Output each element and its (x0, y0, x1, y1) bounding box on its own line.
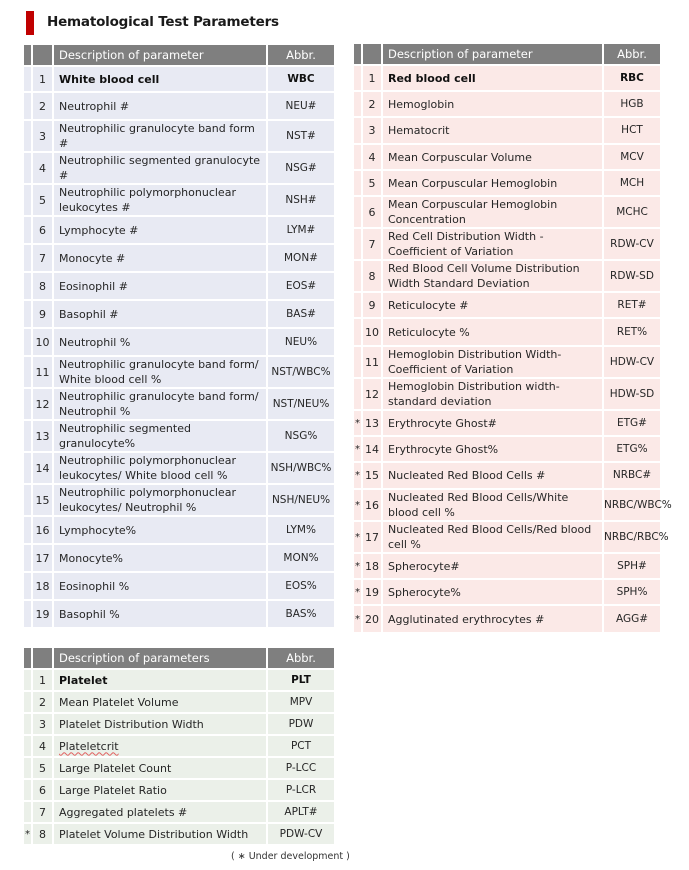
rbc-parameter-table (354, 44, 672, 634)
table-row (354, 522, 660, 554)
parameter-description: Monocyte # (54, 245, 268, 273)
row-number: 8 (363, 261, 383, 293)
marker-column-header (24, 45, 33, 67)
number-column-header (33, 45, 54, 67)
row-marker (24, 185, 33, 217)
parameter-abbreviation: AGG# (604, 606, 660, 634)
row-marker (24, 453, 33, 485)
parameter-abbreviation: RET% (604, 319, 660, 347)
table-row (24, 245, 334, 273)
parameter-abbreviation: NST/WBC% (268, 357, 334, 389)
table-row (24, 573, 334, 601)
parameter-abbreviation: RET# (604, 293, 660, 319)
row-marker: * (354, 580, 363, 606)
row-marker (354, 229, 363, 261)
parameter-abbreviation: P-LCR (268, 780, 334, 802)
row-number: 16 (363, 490, 383, 522)
table-row (24, 714, 334, 736)
description-column-header: Description of parameter (383, 44, 604, 66)
row-number: 17 (363, 522, 383, 554)
row-number: 2 (33, 692, 54, 714)
parameter-abbreviation: SPH# (604, 554, 660, 580)
row-marker: * (354, 411, 363, 437)
table-row (354, 118, 660, 145)
parameter-abbreviation: ETG% (604, 437, 660, 463)
parameter-abbreviation: NST/NEU% (268, 389, 334, 421)
abbr-column-header: Abbr. (604, 44, 660, 66)
row-number: 19 (363, 580, 383, 606)
row-number: 5 (33, 758, 54, 780)
row-marker (24, 601, 33, 629)
row-number: 4 (363, 145, 383, 171)
parameter-abbreviation: PLT (268, 670, 334, 692)
row-marker (24, 758, 33, 780)
parameter-description: Mean Corpuscular Hemoglobin (383, 171, 604, 197)
row-number: 7 (33, 245, 54, 273)
table-row (354, 261, 660, 293)
spellcheck-flagged-text: Plateletcrit (59, 739, 119, 753)
parameter-abbreviation: NSH/WBC% (268, 453, 334, 485)
row-marker (24, 714, 33, 736)
row-number: 19 (33, 601, 54, 629)
row-marker (24, 121, 33, 153)
table-row (24, 67, 334, 93)
under-development-footnote: ( ∗ Under development ) (231, 851, 350, 862)
row-number: 9 (33, 301, 54, 329)
parameter-abbreviation: BAS% (268, 601, 334, 629)
marker-column-header (354, 44, 363, 66)
parameter-abbreviation: PDW-CV (268, 824, 334, 846)
table-row (354, 293, 660, 319)
parameter-description: Red Blood Cell Volume Distribution Width Standard Deviation (383, 261, 604, 293)
parameter-description: Nucleated Red Blood Cells # (383, 463, 604, 490)
parameter-description: Agglutinated erythrocytes # (383, 606, 604, 634)
row-marker (24, 93, 33, 121)
parameter-abbreviation: NRBC# (604, 463, 660, 490)
parameter-abbreviation: NSG% (268, 421, 334, 453)
row-marker (24, 67, 33, 93)
row-marker (24, 421, 33, 453)
table-row (354, 171, 660, 197)
parameter-description: Hematocrit (383, 118, 604, 145)
row-number: 5 (33, 185, 54, 217)
parameter-description: Reticulocyte % (383, 319, 604, 347)
row-marker (24, 273, 33, 301)
row-marker: * (354, 490, 363, 522)
page-title: Hematological Test Parameters (47, 14, 279, 30)
row-number: 4 (33, 153, 54, 185)
parameter-abbreviation: BAS# (268, 301, 334, 329)
parameter-description: Red blood cell (383, 66, 604, 92)
row-marker (24, 802, 33, 824)
abbr-column-header: Abbr. (268, 648, 334, 670)
row-marker (354, 261, 363, 293)
row-marker (24, 780, 33, 802)
parameter-abbreviation: EOS% (268, 573, 334, 601)
row-number: 1 (33, 670, 54, 692)
parameter-description: Neutrophilic segmented granulocyte # (54, 153, 268, 185)
row-marker (24, 736, 33, 758)
parameter-abbreviation: MPV (268, 692, 334, 714)
parameter-description: Neutrophilic segmented granulocyte% (54, 421, 268, 453)
parameter-abbreviation: NRBC/WBC% (604, 490, 660, 522)
table-row (24, 357, 334, 389)
row-number: 15 (33, 485, 54, 517)
table-header-row (354, 44, 660, 66)
table-row (354, 347, 660, 379)
parameter-abbreviation: ETG# (604, 411, 660, 437)
parameter-description: Reticulocyte # (383, 293, 604, 319)
parameter-abbreviation: HDW-CV (604, 347, 660, 379)
row-marker (354, 347, 363, 379)
parameter-abbreviation: P-LCC (268, 758, 334, 780)
table-row (24, 301, 334, 329)
row-marker (354, 66, 363, 92)
row-number: 18 (363, 554, 383, 580)
parameter-abbreviation: LYM% (268, 517, 334, 545)
row-number: 3 (363, 118, 383, 145)
parameter-description: Platelet (54, 670, 268, 692)
parameter-description: Large Platelet Ratio (54, 780, 268, 802)
parameter-description: Nucleated Red Blood Cells/Red blood cell % (383, 522, 604, 554)
table-row (24, 601, 334, 629)
parameter-description: Red Cell Distribution Width - Coefficient of Variation (383, 229, 604, 261)
row-number: 1 (33, 67, 54, 93)
parameter-abbreviation: APLT# (268, 802, 334, 824)
parameter-abbreviation: SPH% (604, 580, 660, 606)
table-row (24, 824, 334, 846)
row-number: 17 (33, 545, 54, 573)
parameter-abbreviation: HGB (604, 92, 660, 118)
row-number: 13 (363, 411, 383, 437)
table-row (24, 329, 334, 357)
parameter-description: Aggregated platelets # (54, 802, 268, 824)
table-row (354, 379, 660, 411)
row-marker (24, 329, 33, 357)
parameter-abbreviation: HCT (604, 118, 660, 145)
row-number: 2 (363, 92, 383, 118)
table-row (354, 66, 660, 92)
row-marker (24, 153, 33, 185)
row-number: 20 (363, 606, 383, 634)
title-accent-bar (26, 11, 34, 35)
table-row (24, 670, 334, 692)
parameter-abbreviation: RBC (604, 66, 660, 92)
row-marker: * (354, 463, 363, 490)
parameter-abbreviation: LYM# (268, 217, 334, 245)
row-number: 11 (33, 357, 54, 389)
row-marker (354, 379, 363, 411)
parameter-description: Neutrophilic polymorphonuclear leukocytes/ White blood cell % (54, 453, 268, 485)
platelet-parameter-table (24, 648, 334, 846)
row-marker (354, 293, 363, 319)
parameter-description: Nucleated Red Blood Cells/White blood cell % (383, 490, 604, 522)
parameter-description: Basophil % (54, 601, 268, 629)
number-column-header (363, 44, 383, 66)
table-row (24, 185, 334, 217)
table-row (354, 145, 660, 171)
parameter-description: Mean Corpuscular Hemoglobin Concentration (383, 197, 604, 229)
row-marker (354, 171, 363, 197)
table-row (354, 463, 660, 490)
parameter-abbreviation: NRBC/RBC% (604, 522, 660, 554)
row-number: 7 (33, 802, 54, 824)
row-number: 12 (363, 379, 383, 411)
table-header-row (24, 45, 334, 67)
parameter-description: Hemoglobin Distribution Width- Coefficient of Variation (383, 347, 604, 379)
row-marker: * (354, 437, 363, 463)
parameter-description: Neutrophil # (54, 93, 268, 121)
row-number: 14 (363, 437, 383, 463)
description-column-header: Description of parameters (54, 648, 268, 670)
parameter-description: Lymphocyte # (54, 217, 268, 245)
row-marker (354, 319, 363, 347)
parameter-description: Mean Platelet Volume (54, 692, 268, 714)
table-row (354, 554, 660, 580)
table-row (24, 93, 334, 121)
table-row (24, 692, 334, 714)
parameter-description: Platelet Volume Distribution Width (54, 824, 268, 846)
row-number: 9 (363, 293, 383, 319)
parameter-description: Erythrocyte Ghost# (383, 411, 604, 437)
row-marker (24, 357, 33, 389)
table-row (24, 758, 334, 780)
parameter-abbreviation: RDW-SD (604, 261, 660, 293)
parameter-abbreviation: NSH/NEU% (268, 485, 334, 517)
row-marker: * (354, 522, 363, 554)
row-marker (24, 517, 33, 545)
table-row (354, 490, 660, 522)
table-row (24, 121, 334, 153)
row-number: 7 (363, 229, 383, 261)
row-marker (24, 670, 33, 692)
parameter-abbreviation: MON# (268, 245, 334, 273)
row-number: 10 (363, 319, 383, 347)
row-marker: * (24, 824, 33, 846)
table-row (24, 153, 334, 185)
parameter-description: Large Platelet Count (54, 758, 268, 780)
parameter-description: Spherocyte% (383, 580, 604, 606)
row-number: 4 (33, 736, 54, 758)
parameter-abbreviation: PCT (268, 736, 334, 758)
table-row (24, 517, 334, 545)
table-row (354, 437, 660, 463)
table-row (24, 780, 334, 802)
parameter-description: Erythrocyte Ghost% (383, 437, 604, 463)
table-row (354, 580, 660, 606)
parameter-abbreviation: NSG# (268, 153, 334, 185)
parameter-description: Lymphocyte% (54, 517, 268, 545)
row-number: 11 (363, 347, 383, 379)
row-number: 13 (33, 421, 54, 453)
parameter-description (54, 736, 268, 758)
row-marker (354, 118, 363, 145)
parameter-description: Mean Corpuscular Volume (383, 145, 604, 171)
parameter-description: Neutrophilic granulocyte band form # (54, 121, 268, 153)
row-number: 6 (33, 780, 54, 802)
parameter-abbreviation: MCV (604, 145, 660, 171)
table-row (24, 217, 334, 245)
parameter-description: Neutrophilic granulocyte band form/ Neutrophil % (54, 389, 268, 421)
row-marker (24, 573, 33, 601)
row-marker (24, 301, 33, 329)
row-marker (354, 197, 363, 229)
row-marker (24, 545, 33, 573)
parameter-abbreviation: RDW-CV (604, 229, 660, 261)
row-marker: * (354, 554, 363, 580)
parameter-description: Neutrophilic granulocyte band form/ White blood cell % (54, 357, 268, 389)
row-number: 8 (33, 824, 54, 846)
row-number: 2 (33, 93, 54, 121)
parameter-description: White blood cell (54, 67, 268, 93)
row-number: 12 (33, 389, 54, 421)
table-row (354, 411, 660, 437)
row-number: 18 (33, 573, 54, 601)
row-number: 16 (33, 517, 54, 545)
table-row (354, 319, 660, 347)
row-number: 14 (33, 453, 54, 485)
row-number: 8 (33, 273, 54, 301)
row-marker (24, 389, 33, 421)
parameter-description: Basophil # (54, 301, 268, 329)
parameter-abbreviation: MCH (604, 171, 660, 197)
row-marker (354, 92, 363, 118)
table-header-row (24, 648, 334, 670)
table-row (24, 453, 334, 485)
parameter-abbreviation: NST# (268, 121, 334, 153)
parameter-abbreviation: HDW-SD (604, 379, 660, 411)
parameter-abbreviation: PDW (268, 714, 334, 736)
parameter-description: Hemoglobin (383, 92, 604, 118)
row-marker (24, 692, 33, 714)
row-number: 5 (363, 171, 383, 197)
parameter-abbreviation: NSH# (268, 185, 334, 217)
row-number: 1 (363, 66, 383, 92)
parameter-description: Eosinophil % (54, 573, 268, 601)
wbc-parameter-table (24, 45, 334, 629)
parameter-abbreviation: WBC (268, 67, 334, 93)
row-number: 15 (363, 463, 383, 490)
parameter-description: Neutrophilic polymorphonuclear leukocytes/ Neutrophil % (54, 485, 268, 517)
table-row (24, 389, 334, 421)
parameter-abbreviation: MCHC (604, 197, 660, 229)
abbr-column-header: Abbr. (268, 45, 334, 67)
parameter-description: Monocyte% (54, 545, 268, 573)
table-row (24, 802, 334, 824)
parameter-abbreviation: NEU# (268, 93, 334, 121)
parameter-description: Eosinophil # (54, 273, 268, 301)
row-marker (354, 145, 363, 171)
description-column-header: Description of parameter (54, 45, 268, 67)
table-row (24, 485, 334, 517)
row-marker (24, 217, 33, 245)
parameter-description: Platelet Distribution Width (54, 714, 268, 736)
row-marker (24, 245, 33, 273)
row-marker: * (354, 606, 363, 634)
table-row (24, 421, 334, 453)
table-row (24, 736, 334, 758)
parameter-description: Spherocyte# (383, 554, 604, 580)
parameter-abbreviation: MON% (268, 545, 334, 573)
row-number: 6 (363, 197, 383, 229)
row-number: 10 (33, 329, 54, 357)
number-column-header (33, 648, 54, 670)
table-row (354, 606, 660, 634)
parameter-description: Neutrophilic polymorphonuclear leukocytes # (54, 185, 268, 217)
parameter-abbreviation: NEU% (268, 329, 334, 357)
parameter-description: Hemoglobin Distribution width- standard deviation (383, 379, 604, 411)
table-row (24, 273, 334, 301)
table-row (354, 92, 660, 118)
row-number: 6 (33, 217, 54, 245)
row-number: 3 (33, 121, 54, 153)
row-number: 3 (33, 714, 54, 736)
table-row (354, 197, 660, 229)
marker-column-header (24, 648, 33, 670)
table-row (354, 229, 660, 261)
parameter-description: Neutrophil % (54, 329, 268, 357)
parameter-abbreviation: EOS# (268, 273, 334, 301)
row-marker (24, 485, 33, 517)
table-row (24, 545, 334, 573)
